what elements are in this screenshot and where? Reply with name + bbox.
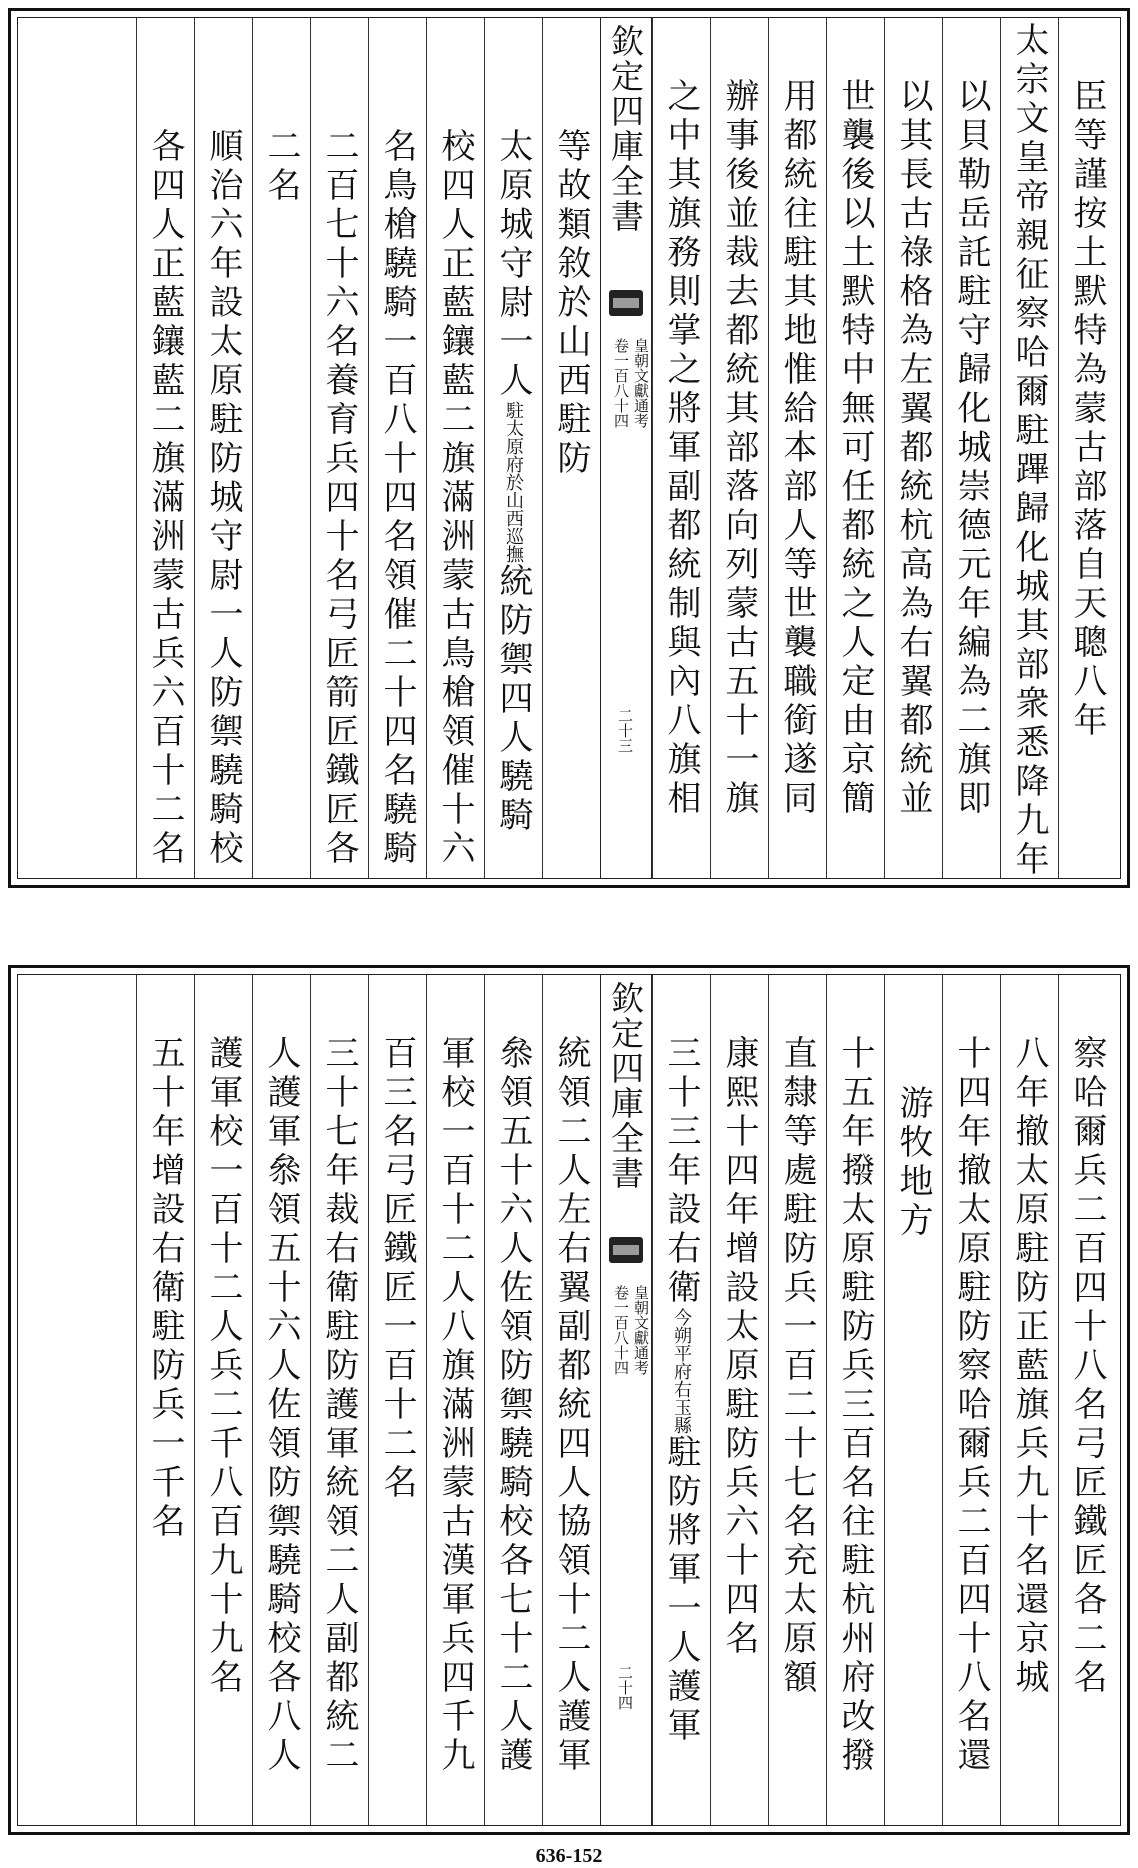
column-text: 以貝勒岳託駐守歸化城崇德元年編為二旗即 [951,78,991,819]
column-text: 二名 [261,128,301,206]
text-column [768,18,826,878]
column-text: 名鳥槍驍騎一百八十四名領催二十四名驍騎 [377,128,417,869]
text-column [710,18,768,878]
column-text: 察哈爾兵二百四十八名弓匠鐵匠各二名 [1067,1035,1107,1698]
column-text: 順治六年設太原駐防城守尉一人防禦驍騎校 [203,128,243,869]
text-column [484,18,542,878]
inline-note: 駐太原府於山西巡撫 [503,401,524,563]
column-text: 以其長古祿格為左翼都統杭高為右翼都統並 [893,78,933,819]
text-column [652,18,710,878]
text-column [368,975,426,1825]
inline-note: 今朔平府右玉縣 [671,1308,692,1434]
volume-info [601,338,651,428]
text-column [252,18,310,878]
text-column [310,975,368,1825]
text-column [194,975,252,1825]
text-column [542,975,600,1825]
volume-number: 卷一百八十四 [612,1285,630,1375]
book-title: 欽定四庫全書 [606,24,645,234]
column-text: 人護軍叅領五十六人佐領防禦驍騎校各八人 [261,1035,301,1776]
column-text: 直隸等處駐防兵一百二十七名充太原額 [777,1035,817,1698]
page-top-frame [17,17,1121,879]
text-column [942,975,1000,1825]
column-text: 等故類敘於山西駐防 [551,128,591,479]
column-text: 百三名弓匠鐵匠一百十二名 [377,1035,417,1503]
text-column [310,18,368,878]
column-text: 康熙十四年增設太原駐防兵六十四名 [719,1035,759,1659]
column-text [485,128,542,836]
text-column [710,975,768,1825]
column-main-text: 太原城守尉一人 [493,128,533,401]
center-header [600,975,652,1825]
text-column [136,975,194,1825]
text-column [768,975,826,1825]
text-column [426,18,484,878]
book-title: 欽定四庫全書 [606,981,645,1191]
text-column [884,975,942,1825]
folio-number: 二十三 [616,708,634,753]
text-column [1058,975,1116,1825]
page-bottom-frame [17,974,1121,1826]
column-text: 護軍校一百十二人兵二千八百九十九名 [203,1035,243,1698]
center-header [600,18,652,878]
column-text: 校四人正藍鑲藍二旗滿洲蒙古鳥槍領催十六 [435,128,475,869]
text-column [884,18,942,878]
text-column [194,18,252,878]
column-text: 用都統往駐其地惟給本部人等世襲職銜遂同 [777,78,817,819]
column-tail-text: 駐防將軍一人護軍 [661,1434,701,1746]
text-column [426,975,484,1825]
column-tail-text: 統防禦四人驍騎 [493,563,533,836]
text-column [1000,18,1058,878]
column-text: 十五年撥太原駐防兵三百名往駐杭州府改撥 [835,1035,875,1776]
column-text: 三十七年裁右衛駐防護軍統領二人副都統二 [319,1035,359,1776]
volume-info [601,1285,651,1375]
column-text [653,1035,710,1746]
volume-title: 皇朝文獻通考 [632,338,650,428]
column-text: 二百七十六名養育兵四十名弓匠箭匠鐵匠各 [319,128,359,869]
text-column [826,975,884,1825]
text-column [368,18,426,878]
column-text: 八年撤太原駐防正藍旗兵九十名還京城 [1009,1035,1049,1698]
fishtail-mark-icon [609,290,643,316]
volume-number: 卷一百八十四 [612,338,630,428]
column-text: 各四人正藍鑲藍二旗滿洲蒙古兵六百十二名 [145,128,185,869]
volume-title: 皇朝文獻通考 [632,1285,650,1375]
text-column [542,18,600,878]
text-column [942,18,1000,878]
page-bottom [8,965,1130,1835]
text-column [1000,975,1058,1825]
folio-number: 二十四 [616,1665,634,1710]
column-text: 五十年增設右衛駐防兵一千名 [145,1035,185,1542]
fishtail-mark-icon [609,1237,643,1263]
page-number: 636-152 [535,1845,603,1867]
text-column [136,18,194,878]
column-text: 軍校一百十二人八旗滿洲蒙古漢軍兵四千九 [435,1035,475,1776]
text-column [484,975,542,1825]
text-column [1058,18,1116,878]
column-text: 十四年撤太原駐防察哈爾兵二百四十八名還 [951,1035,991,1776]
text-column [652,975,710,1825]
column-text: 太宗文皇帝親征察哈爾駐蹕歸化城其部衆悉降九年 [1009,22,1049,880]
column-text: 叅領五十六人佐領防禦驍騎校各七十二人護 [493,1035,533,1776]
text-column [252,975,310,1825]
column-main-text: 三十三年設右衛 [661,1035,701,1308]
column-text: 臣等謹按土默特為蒙古部落自天聰八年 [1067,78,1107,741]
page-top [8,8,1130,888]
column-text: 辦事後並裁去都統其部落向列蒙古五十一旗 [719,78,759,819]
column-text: 游牧地方 [893,1085,933,1241]
column-text: 之中其旗務則掌之將軍副都統制與內八旗相 [661,78,701,819]
empty-column [18,18,136,878]
column-text: 世襲後以土默特中無可任都統之人定由京簡 [835,78,875,819]
empty-column [18,975,136,1825]
column-text: 統領二人左右翼副都統四人協領十二人護軍 [551,1035,591,1776]
text-column [826,18,884,878]
